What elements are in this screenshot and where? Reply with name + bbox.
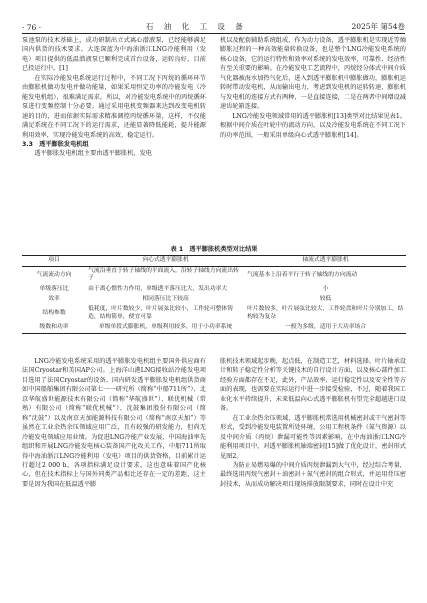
table-cell-radial: 由于离心惯性力作用，单级透平落压比大，发出功率大: [88, 285, 228, 292]
body-paragraph: 胀机技术领域起步晚，起点低，在制造工艺，材料选择、叶片轴承设计和转子稳定性分析等关键技术的自行设计方面，以及核心部件加工经验方面都存在不足，此外，产品效率、运行稳定性以及安全性等方面的表现，也需要在实际运行中进一步接受检验，不过，随着我国工业化水平持续提升，未来低温向心式透平膨胀机有望完全超越进口设备。: [220, 358, 406, 413]
right-column-bottom: [220, 357, 406, 489]
table-cell-item: 级数和功率: [39, 323, 69, 330]
body-paragraph: 在工业余热余压领域，透平膨胀机常选用机械密封或干气密封等形式，受到冷能发电装置所处环境、公用工程机条件（氮气资源）以及中间介质（丙烷）泄漏可能性等因素影响，在中海油浙江LNG冷能利用项目中，对透平膨胀机轴端密封[15]做了优化设计，密封形式见图2。: [220, 414, 406, 460]
table-cell-item: 结构参数: [42, 309, 66, 316]
table-cell-item: 气流流动方向: [36, 271, 72, 278]
table-cell-radial: 相同落压比下较高: [142, 295, 189, 302]
table-header-cell: 向心式透平膨胀机: [142, 257, 189, 263]
left-column-top: [22, 36, 206, 159]
body-paragraph: 机以及配套辅助系统组成，作为动力设备，透平膨胀机是实现近等熵膨胀过程的一种高效能量转换设备，也是整个LNG冷能发电系统的核心设备，它的运行特性和效率对系统的发电效率、可靠性、经济性有至关重要的影响。在冷能发电工艺流程中，丙烷经分体式中间介质气化器被海水加热气化后，进入到透平膨胀机中膨胀做功，膨胀机运转时带动发电机，从而输出电力，考虑到发电机的运转转速，膨胀机与发电机的连接方式有两种，一是直接连接，二是在两者中间增设减速齿轮箱连接。: [220, 37, 406, 111]
body-paragraph: 泵池泵的技术基础上，成功研制出立式离心潜液泵，已经能够满足国内供货的技术要求。大连深蓝为中海油浙江LNG冷能利用（发电）项目提供的低温潜液泵已顺利完成首台设备，运转良好，目前已投运行中。[1]: [22, 37, 206, 73]
table-cell-axial: 较低: [319, 295, 332, 302]
table-row: [22, 305, 406, 323]
section-heading: 3.3 透平膨胀发电机组: [22, 140, 89, 148]
table-cell-axial: 气流基本上沿着平行于转子轴线的方向流动: [247, 271, 358, 278]
body-paragraph: 为防止易燃易爆的中间介质丙烷泄漏到大气中，经过综合考量，最终选用丙烷气密封＋油密封＋氮气密封的组合形式，并运用背压密封技术，从而成功解决项目现场排放限制要求，同时在设计中充: [220, 461, 406, 488]
table-cell-axial: 一般为多级，适用于大功率场合: [284, 323, 367, 330]
body-paragraph: LNG冷能发电系统采用的透平膨胀发电机组主要国外供应商有法国Cryostar和美国AP公司。上海洋山港LNG接收站冷能发电项目选用了法国Cryostar的设备。国内研发透平膨胀发电机组供货商如中国船舶集团有限公司第七一一研究所（简称“中船711所”）、北京华航盛世能源技术有限公司（简称“华航盛世”）、联优机械（常熟）有限公司（简称“联优机械”）、沈鼓集团股份有限公司（简称“沈鼓”）以及南京天加能源科技有限公司（简称“南京天加”）等虽然在工业余热余压领域应用广泛，且有较强的研发能力，但尚无冷能发电领域应用业绩。为促进LNG冷能产业发展，中国海油率先组织和开展LNG冷能发电核心装备国产化攻关工作，中船711所取得中海油浙江LNG冷能利用（发电）项目的供货资格，目前累计运行超过2 000 h，各项指标满足设计要求，这也意味着国产化核心，但在技术指标上与国外同类产品相比还存在一定的差距，这主要是因为我国在低温透平膨: [22, 358, 206, 488]
table-caption: 表 1 透平膨胀机类型对比结果: [170, 246, 258, 253]
table-row: [22, 295, 406, 305]
table-cell-radial: 低耗度，叶片数较少，叶片展弦比较小，工作轮可整体铸造，结构简单，便宜可靠: [88, 306, 234, 320]
body-paragraph: 在实际冷能发电系统运行过程中，不同工况下丙烷的循环环节由膨胀机做功发电并做功能量，如果采用恒定功率的冷能发电（冷能发电机组），很难满足需求。所以，对冷能发电系统中的丙烷循环泵进行变频控制十分必要。通过采用电机变频器来达到改变电机转速的目的，进而依据实际需求精准调控丙烷循环量，这样，不仅能满足系统在不同工况下的运行需求，还能显著降低能耗，提升能源利用效率，实现冷能发电系统的高效、稳定运行。: [22, 74, 206, 139]
volume-info: 2025年 第54卷: [351, 22, 405, 31]
table-cell-axial: 叶片数较多，叶片展弦比较大，工作轮盘和叶片分别加工，结构较为复杂: [247, 306, 404, 320]
table-row: [22, 284, 406, 294]
table-row: [22, 323, 406, 334]
table-cell-item: 单级落压比: [39, 285, 69, 292]
table-row: [22, 266, 406, 284]
journal-title: 石 油 化 工 设 备: [145, 22, 247, 31]
page-header: [22, 16, 405, 32]
table-header-cell: 项目: [48, 257, 60, 263]
page-number: · 76 ·: [22, 23, 42, 32]
comparison-table: [22, 255, 406, 334]
table-header-cell: 轴流式透平膨胀机: [302, 257, 349, 263]
right-column-top: [220, 36, 406, 140]
left-column-bottom: [22, 357, 206, 489]
table-cell-radial: 单级单段式膨胀机，单级利用较多，用于小功率系统: [98, 323, 233, 330]
table-cell-axial: 小: [322, 285, 329, 292]
body-paragraph: LNG冷能发电领域常用的透平膨胀机[13]类型对比结果见表1。根据中间介质在叶轮中的流动方向，以及冷能发电系统在不同工况下的功率范围，一般采用单级向心式透平膨胀机[14]。: [220, 112, 406, 139]
table-cell-item: 效率: [48, 295, 60, 302]
table-cell-radial: 气流沿垂直于转子轴线的平面流入，沿转子轴线方向流出转子: [88, 267, 239, 282]
header-divider: [22, 33, 405, 34]
body-paragraph: 透平膨胀发电机组主要由透平膨胀机、发电: [34, 150, 152, 158]
table-header-row: [22, 256, 406, 267]
